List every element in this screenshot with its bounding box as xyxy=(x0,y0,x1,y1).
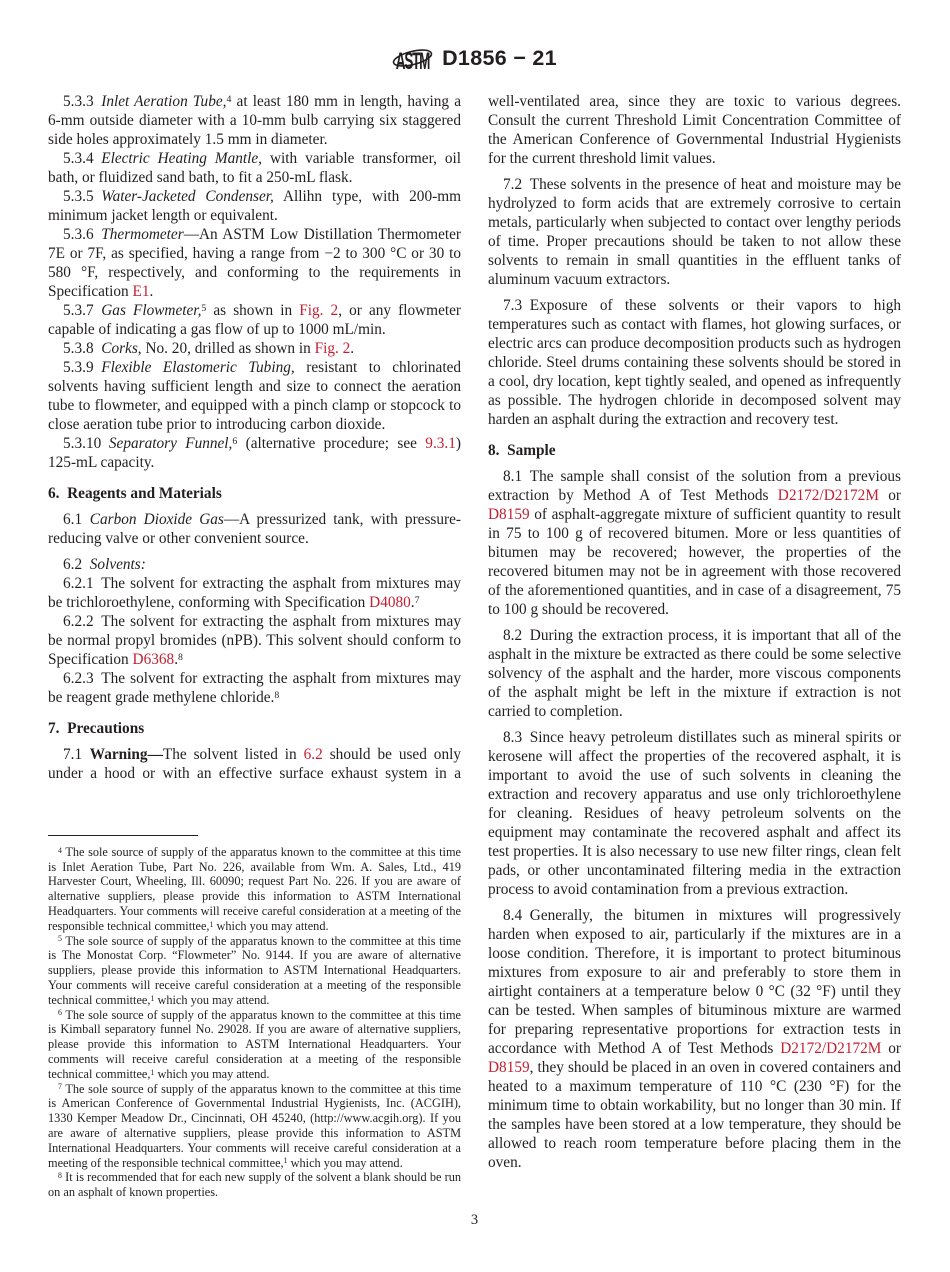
reference-link[interactable]: Fig. 2 xyxy=(314,340,351,357)
text-run: It is recommended that for each new supply of the solvent a blank should be run on an asphalt of known properties. xyxy=(48,1170,461,1200)
section-heading-sample xyxy=(488,441,901,460)
left-column-text xyxy=(48,92,461,783)
reference-link[interactable]: D6368 xyxy=(132,651,175,668)
text-run: Gas Flowmeter, xyxy=(101,302,202,319)
document-header xyxy=(48,40,901,76)
text-run: . xyxy=(149,283,154,300)
footnote-marker: 1 xyxy=(150,1067,155,1077)
text-run: —An ASTM Low Distillation Thermometer 7E or 7F, as specified, having a range from −2 to 300 °C or 30 to 580 °F, respectively, and conforming to the requirements in Specification xyxy=(48,226,461,300)
text-run: 8.3 Since heavy petroleum distillates such as mineral spirits or kerosene will affect the properties of the recovered asphalt, it is important to avoid the use of such solvents in cleaning the extraction and recovery apparatus and use only trichloroethylene for cleaning. Residues of heavy petroleum solvents on the equipment may contaminate the recovered asphalt and affect its test properties. It is also necessary to use new filter rings, clean felt pads, or other uncontaminated filtering media in the extraction process to avoid contamination from a previous extraction. xyxy=(488,729,901,898)
text-run: should be used only under a hood or with an effective surface exhaust system in a xyxy=(48,746,461,782)
text-run: . xyxy=(410,594,415,611)
text-run: The sole source of supply of the apparatus known to the committee at this time is Kimball separatory funnel No. 29028. If you are aware of alternative suppliers, please provide this information to ASTM International Headquarters. Your comments will receive careful consideration at a meeting of the responsible technical committee, xyxy=(48,1007,461,1081)
text-run: The sole source of supply of the apparatus known to the committee at this time is The Monostat Corp. “Flowmeter” No. 9144. If you are aware of alternative suppliers, please provide this information to ASTM International Headquarters. Your comments will receive careful consideration at a meeting of the responsible technical committee, xyxy=(48,933,461,1007)
text-run: Carbon Dioxide Gas xyxy=(89,511,224,528)
left-column xyxy=(48,92,461,1200)
footnote-marker: 7 xyxy=(414,594,420,606)
clause-8-4 xyxy=(488,906,901,1172)
text-run: ) 125-mL capacity. xyxy=(48,435,461,471)
clause-6-2-2 xyxy=(48,612,461,669)
footnote-marker: 6 xyxy=(232,435,238,447)
text-run: 5.3.7 xyxy=(63,302,102,319)
text-run: . xyxy=(174,651,179,668)
text-run: Allihn type, with 200-mm minimum jacket length or equivalent. xyxy=(48,188,461,224)
footnote-marker: 1 xyxy=(283,1156,288,1166)
footnote-4 xyxy=(48,845,461,934)
text-run: 7. Precautions xyxy=(48,720,145,737)
text-run: 5.3.8 xyxy=(63,340,102,357)
reference-link[interactable]: D4080 xyxy=(369,594,411,611)
clause-5-3-10 xyxy=(48,434,461,472)
clause-5-3-3 xyxy=(48,92,461,149)
text-run: which you may attend. xyxy=(213,918,329,933)
text-run: 6.2.1 The solvent for extracting the asphalt from mixtures may be trichloroethylene, conforming with Specification xyxy=(48,575,461,611)
text-run: 7.1 xyxy=(63,746,90,763)
footnote-7 xyxy=(48,1082,461,1171)
text-run: 5.3.10 xyxy=(63,435,109,452)
footnotes-text xyxy=(48,845,461,1200)
footnote-marker: 6 xyxy=(58,1008,62,1018)
text-run: No. 20, drilled as shown in xyxy=(141,340,315,357)
text-run: Flexible Elastomeric Tubing, xyxy=(101,359,295,376)
clause-6-2-3 xyxy=(48,669,461,707)
text-run: 5.3.3 xyxy=(63,93,102,110)
reference-link[interactable]: D2172/D2172M xyxy=(780,1040,882,1057)
text-run: , they should be placed in an oven in covered containers and heated to a maximum temperature of 110 °C (230 °F) for the minimum time to obtain workability, but no longer than 30 min. If the samples have been stored at a low temperature, they should be allowed to reach room temperature before placing them in the oven. xyxy=(488,1059,901,1171)
text-run: 7.2 These solvents in the presence of heat and moisture may be hydrolyzed to form acids that are extremely corrosive to certain metals, particularly when subjected to contact over lengthy periods of time. Proper precautions should be taken to not allow these solvents to remain in small quantities in the effluent tanks of aluminum vacuum extractors. xyxy=(488,176,901,288)
clause-6-2-1 xyxy=(48,574,461,612)
text-run: 5.3.4 xyxy=(63,150,102,167)
footnote-divider xyxy=(48,835,198,836)
clause-7-1 xyxy=(48,745,461,783)
text-run: 6.2 xyxy=(63,556,90,573)
clause-7-1-continued xyxy=(488,92,901,168)
text-run: Solvents: xyxy=(89,556,146,573)
reference-link[interactable]: 6.2 xyxy=(303,746,323,763)
text-run: with variable transformer, oil bath, or fluidized sand bath, to fit a 250-mL flask. xyxy=(48,150,462,186)
page-number: 3 xyxy=(470,1212,479,1228)
text-run: which you may attend. xyxy=(154,1066,270,1081)
text-run: Corks, xyxy=(101,340,142,357)
section-heading-reagents xyxy=(48,484,461,503)
text-run: The sole source of supply of the apparatus known to the committee at this time is Inlet Aeration Tube, Part No. 226, available from Wm. A. Sales, Ltd., 419 Harvester Court, Wheeling, Ill. 60090; request Part No. 226. If you are aware of alternative suppliers, please provide this information to ASTM International Headquarters. Your comments will receive careful consideration at a meeting of the responsible technical committee, xyxy=(48,844,461,933)
reference-link[interactable]: 9.3.1 xyxy=(425,435,456,452)
document-footer xyxy=(48,1200,901,1272)
text-run: 5.3.5 xyxy=(63,188,102,205)
text-run: 6. Reagents and Materials xyxy=(48,485,222,502)
footnotes-block xyxy=(48,835,461,1200)
text-run: (alternative procedure; see xyxy=(237,435,426,452)
clause-7-3 xyxy=(488,296,901,429)
footnote-marker: 8 xyxy=(178,651,183,663)
astm-logo-icon xyxy=(392,42,433,74)
text-run: Electric Heating Mantle, xyxy=(101,150,263,167)
section-heading-precautions xyxy=(48,719,461,738)
text-run: resistant to chlorinated solvents having sufficient length and size to connect the aeration tube to flowmeter, and equipped with a pinch clamp or stopcock to close aeration tube prior to introducing carbon dioxide. xyxy=(48,359,462,433)
text-run: of asphalt-aggregate mixture of sufficient quantity to result in 75 to 100 g of recovered bitumen. More or less quantities of bitumen may be recovered; however, the properties of the recovered bitumen may not be in agreement with those recovered of the aforementioned quantities, and in case of a disagreement, 75 to 100 g should be recovered. xyxy=(488,506,901,618)
text-run: 8.2 During the extraction process, it is important that all of the asphalt in the mixture be extracted as there could be some selective solvency of the asphalt and the harder, more viscous components of the asphalt might be left in the mixture if extraction is not carried to completion. xyxy=(488,627,901,720)
text-run: —A pressurized tank, with pressure-reducing valve or other convenient source. xyxy=(48,511,461,547)
footnote-marker: 1 xyxy=(150,993,155,1003)
footnote-6 xyxy=(48,1008,461,1082)
text-run: well-ventilated area, since they are toxic to various degrees. Consult the current Threshold Limit Concentration Committee of the American Conference of Governmental Industrial Hygienists for the current threshold limit values. xyxy=(488,93,901,167)
right-column-text xyxy=(488,92,901,1172)
text-run: Warning— xyxy=(89,746,163,763)
footnote-marker: 5 xyxy=(201,302,207,314)
text-run: , or any flowmeter capable of indicating a gas flow of up to 1000 mL/min. xyxy=(48,302,461,338)
text-run: Separatory Funnel, xyxy=(108,435,233,452)
text-run: 6.2.3 The solvent for extracting the asphalt from mixtures may be reagent grade methylene chloride. xyxy=(48,670,461,706)
text-run: as shown in xyxy=(206,302,300,319)
text-run: which you may attend. xyxy=(154,992,270,1007)
clause-8-3 xyxy=(488,728,901,899)
text-run: Inlet Aeration Tube, xyxy=(101,93,227,110)
clause-5-3-7 xyxy=(48,301,461,339)
text-run: The solvent listed in xyxy=(162,746,304,763)
astm-logo-text: ASTM xyxy=(395,48,430,74)
text-run: 5.3.9 xyxy=(63,359,102,376)
footnote-marker: 8 xyxy=(274,689,280,701)
text-run: . xyxy=(350,340,355,357)
clause-8-2 xyxy=(488,626,901,721)
footnote-5 xyxy=(48,934,461,1008)
clause-5-3-6 xyxy=(48,225,461,301)
text-run: or xyxy=(881,1040,901,1057)
footnote-marker: 4 xyxy=(226,93,232,105)
clause-5-3-4 xyxy=(48,149,461,187)
reference-link[interactable]: Fig. 2 xyxy=(299,302,339,319)
text-run: Thermometer xyxy=(101,226,184,243)
clause-7-2 xyxy=(488,175,901,289)
reference-link[interactable]: D8159 xyxy=(488,1059,530,1076)
clause-5-3-8 xyxy=(48,339,461,358)
text-run: The sole source of supply of the apparatus known to the committee at this time is American Conference of Governmental Industrial Hygienists, Inc. (ACGIH), 1330 Kemper Meadow Dr., Cincinnati, OH 45240, (http://www.acgih.org). If you are aware of alternative suppliers, please provide this information to ASTM International Headquarters. Your comments will receive careful consideration at a meeting of the responsible technical committee, xyxy=(48,1081,461,1170)
text-run: Water-Jacketed Condenser, xyxy=(101,188,274,205)
reference-link[interactable]: D8159 xyxy=(488,506,530,523)
right-column xyxy=(488,92,901,1200)
footnote-8 xyxy=(48,1170,461,1200)
text-run: 7.3 Exposure of these solvents or their vapors to high temperatures such as contact with flames, hot glowing surfaces, or electric arcs can produce decomposition products such as hydrogen chloride. Steel drums containing these solvents should be stored in a cool, dry location, kept tightly sealed, and opened as infrequently as possible. The hydrogen chloride in decomposed solvent may harden an asphalt during the extraction and recovery test. xyxy=(488,297,901,428)
footnote-marker: 1 xyxy=(209,919,214,929)
clause-5-3-5 xyxy=(48,187,461,225)
text-run: 8. Sample xyxy=(488,442,556,459)
text-run: 5.3.6 xyxy=(63,226,102,243)
clause-8-1 xyxy=(488,467,901,619)
text-run: 6.1 xyxy=(63,511,90,528)
footnote-marker: 5 xyxy=(58,934,62,944)
text-run: which you may attend. xyxy=(287,1155,403,1170)
text-run: at least 180 mm in length, having a 6-mm outside diameter with a 10-mm bulb carrying six staggered side holes approximately 1.5 mm in diameter. xyxy=(48,93,461,148)
text-run: 8.4 Generally, the bitumen in mixtures will progressively harden when exposed to air, particularly if the mixtures are in a loose condition. Therefore, it is important to protect bituminous mixtures from exposure to air and preferably to store them in airtight containers at a temperature below 0 °C (32 °F) until they can be tested. When samples of bituminous mixture are warmed for preparing representative proportions for extraction tests in accordance with Method A of Test Methods xyxy=(488,907,901,1057)
footnote-marker: 8 xyxy=(58,1171,62,1181)
clause-6-2 xyxy=(48,555,461,574)
footnote-marker: 4 xyxy=(58,845,62,855)
reference-link[interactable]: D2172/D2172M xyxy=(777,487,879,504)
clause-5-3-9 xyxy=(48,358,461,434)
text-run: or xyxy=(878,487,901,504)
two-column-body xyxy=(48,92,901,1200)
footnote-marker: 7 xyxy=(58,1082,62,1092)
reference-link[interactable]: E1 xyxy=(132,283,150,300)
clause-6-1 xyxy=(48,510,461,548)
standard-designation: D1856 − 21 xyxy=(442,45,557,70)
text-run: 6.2.2 The solvent for extracting the asphalt from mixtures may be normal propyl bromides (nPB). This solvent should conform to Specification xyxy=(48,613,461,668)
text-run: 8.1 The sample shall consist of the solution from a previous extraction by Method A of Test Methods xyxy=(488,468,901,504)
